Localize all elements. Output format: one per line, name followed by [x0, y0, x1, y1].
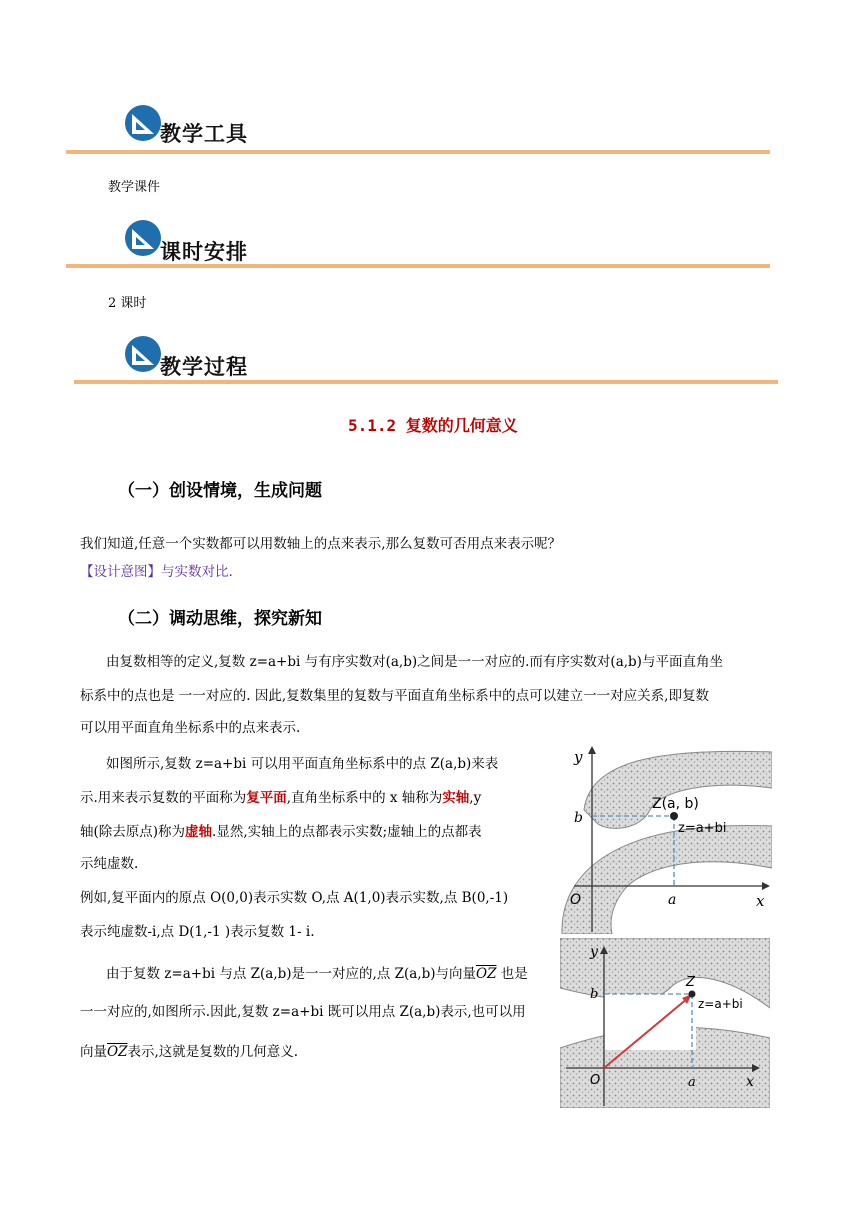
x-axis-label: x: [756, 892, 765, 910]
a-label: a: [668, 892, 677, 908]
tools-content: 教学课件: [108, 180, 161, 195]
paragraph-line: 由复数相等的定义,复数 z=a+bi 与有序实数对(a,b)之间是一一对应的.而有序实数对(a,b)与平面直角坐: [106, 654, 723, 670]
term-real-axis: 实轴: [442, 790, 470, 806]
paragraph-line: 表示纯虚数-i,点 D(1,-1 )表示复数 1- i.: [80, 924, 315, 940]
section-divider: [66, 150, 770, 154]
point-label: Z(a, b): [652, 796, 699, 812]
section-divider: [66, 264, 770, 268]
complex-plane-figure-vector: [560, 938, 770, 1108]
x-axis-label: x: [746, 1074, 754, 1090]
paragraph-line: 由于复数 z=a+bi 与点 Z(a,b)是一一对应的,点 Z(a,b)与向量$\overline{OZ}$ 也是: [106, 966, 528, 982]
paragraph-line: 一一对应的,如图所示.因此,复数 z=a+bi 既可以用点 Z(a,b)表示,也可以用: [80, 1004, 526, 1020]
y-axis-label: y: [590, 944, 598, 960]
paragraph-line: 示纯虚数.: [80, 856, 139, 872]
section-divider: [74, 380, 778, 384]
part1-heading: （一）创设情境，生成问题: [118, 481, 322, 501]
b-label: b: [574, 810, 583, 826]
part1-text: 我们知道,任意一个实数都可以用数轴上的点来表示,那么复数可否用点来表示呢？: [80, 536, 562, 552]
design-intent: 【设计意图】与实数对比.: [80, 564, 233, 580]
part2-heading: （二）调动思维，探究新知: [118, 609, 322, 629]
paragraph-line: 向量$\overline{OZ}$表示,这就是复数的几何意义.: [80, 1044, 299, 1060]
origin-label: O: [570, 892, 582, 908]
section-title-schedule: 课时安排: [160, 240, 248, 264]
paragraph-line: 如图所示,复数 z=a+bi 可以用平面直角坐标系中的点 Z(a,b)来表: [106, 756, 499, 772]
term-complex-plane: 复平面: [246, 790, 287, 806]
schedule-content: 2 课时: [108, 296, 147, 311]
term-imaginary-axis: 虚轴: [185, 824, 213, 840]
set-square-icon: [124, 104, 162, 142]
section-title-tools: 教学工具: [160, 122, 248, 146]
paragraph-line: 可以用平面直角坐标系中的点来表示.: [80, 720, 301, 736]
paragraph-line: 例如,复平面内的原点 O(0,0)表示实数 O,点 A(1,0)表示实数,点 B(0,-1): [80, 890, 509, 906]
z-label: z=a+bi: [678, 821, 727, 836]
b-label: b: [590, 987, 599, 1002]
y-axis-label: y: [574, 748, 583, 766]
z-label: z=a+bi: [698, 997, 743, 1011]
paragraph-line: 轴(除去原点)称为虚轴.显然,实轴上的点都表示实数;虚轴上的点都表: [80, 824, 482, 840]
section-title-process: 教学过程: [160, 355, 248, 379]
origin-label: O: [590, 1073, 601, 1088]
set-square-icon: [124, 219, 162, 257]
vector-oz: $\overline{OZ}$: [476, 966, 497, 982]
point-label: Z: [686, 975, 695, 990]
vector-oz: $\overline{OZ}$: [107, 1044, 128, 1060]
lesson-title: 5.1.2 复数的几何意义: [348, 416, 518, 435]
paragraph-line: 示.用来表示复数的平面称为复平面,直角坐标系中的 x 轴称为实轴,y: [80, 790, 482, 806]
complex-plane-figure-point: [540, 740, 772, 934]
a-label: a: [688, 1075, 696, 1090]
paragraph-line: 标系中的点也是 一一对应的. 因此,复数集里的复数与平面直角坐标系中的点可以建立一一对应关系,即复数: [80, 688, 709, 704]
set-square-icon: [124, 335, 162, 373]
